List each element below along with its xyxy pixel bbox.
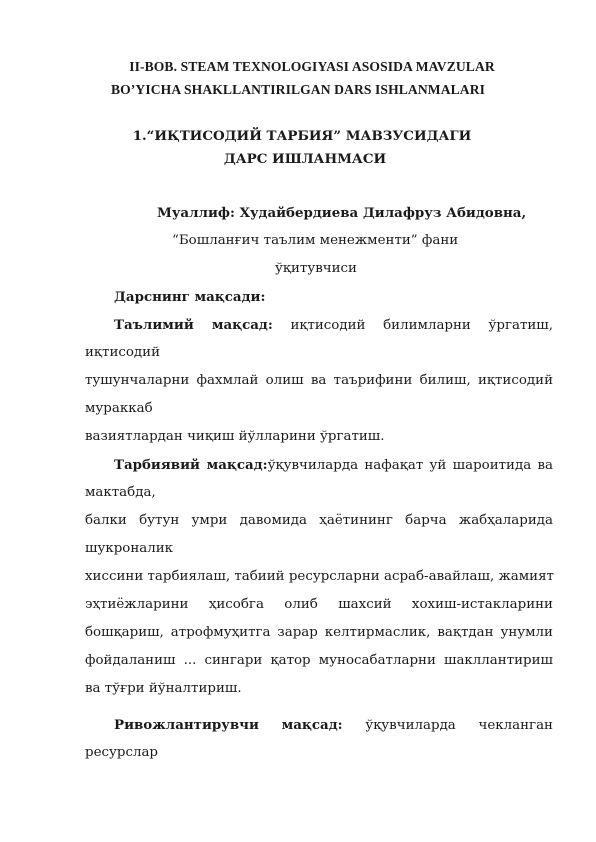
upbringing-goal-line-9: ва тўғри йўналтириш.: [85, 681, 242, 696]
educational-goal-text: иқтисодий билимларни ўргатиш,: [290, 318, 553, 333]
upbringing-goal-line-7: бошқариш, атрофмуҳитга зарар келтирмаслик, вақтдан унумли: [85, 625, 553, 640]
educational-goal-line-5: вазиятлардан чиқиш йўлларини ўргатиш.: [85, 429, 385, 444]
educational-goal-label: Таълимий мақсад:: [114, 317, 273, 333]
upbringing-goal-label: Тарбиявий мақсад:: [114, 457, 268, 473]
chapter-title-line-1: II-BOB. STEAM TEXNOLOGIYASI ASOSIDA MAVZULAR: [129, 59, 495, 74]
educational-goal-line-3: тушунчаларни фахмлай олиш ва таърифини билиш, иқтисодий: [85, 373, 553, 388]
upbringing-goal-line-1: [114, 456, 553, 475]
upbringing-goal-line-6: эҳтиёжларини ҳисобга олиб шахсий хохиш-истакларини: [85, 597, 553, 612]
developmental-goal-line-2: ресурслар: [85, 745, 159, 760]
lesson-title-line-1: 1.“ИҚТИСОДИЙ ТАРБИЯ” МАВЗУСИДАГИ: [132, 128, 472, 144]
upbringing-goal-line-5: хиссини тарбиялаш, табиий ресурсларни асраб-авайлаш, жамият: [85, 569, 554, 584]
chapter-title-line-2: BO’YICHA SHAKLLANTIRILGAN DARS ISHLANMALARI: [110, 82, 486, 97]
author-role-line-1: “Бошланғич таълим менежменти” фани: [172, 233, 459, 248]
upbringing-goal-line-8: фойдаланиш ... сингари қатор муносабатларни шакллантириш: [85, 653, 553, 668]
author-role-line-2: ўқитувчиси: [275, 261, 357, 276]
goals-heading: Дарснинг мақсади:: [114, 289, 266, 305]
upbringing-goal-line-4: шукроналик: [85, 541, 174, 556]
developmental-goal-line-1: [114, 716, 553, 735]
lesson-title-line-2: ДАРС ИШЛАНМАСИ: [223, 151, 387, 167]
educational-goal-line-1: [114, 316, 553, 335]
upbringing-goal-line-3: балки бутун умри давомида ҳаётининг барча жабҳаларида: [85, 513, 553, 528]
developmental-goal-label-2: мақсад:: [281, 717, 343, 733]
upbringing-goal-line-2: мактабда,: [85, 485, 156, 500]
educational-goal-line-2: иқтисодий: [85, 345, 161, 360]
educational-goal-line-4: мураккаб: [85, 401, 153, 416]
author-line: Муаллиф: Худайбердиева Дилафруз Абидовна,: [157, 205, 527, 221]
developmental-goal-text: ўқувчиларда чекланган: [365, 718, 553, 733]
developmental-goal-label: Ривожлантирувчи: [114, 717, 259, 733]
upbringing-goal-text: ўқувчиларда нафақат уй шароитида ва: [267, 458, 554, 473]
